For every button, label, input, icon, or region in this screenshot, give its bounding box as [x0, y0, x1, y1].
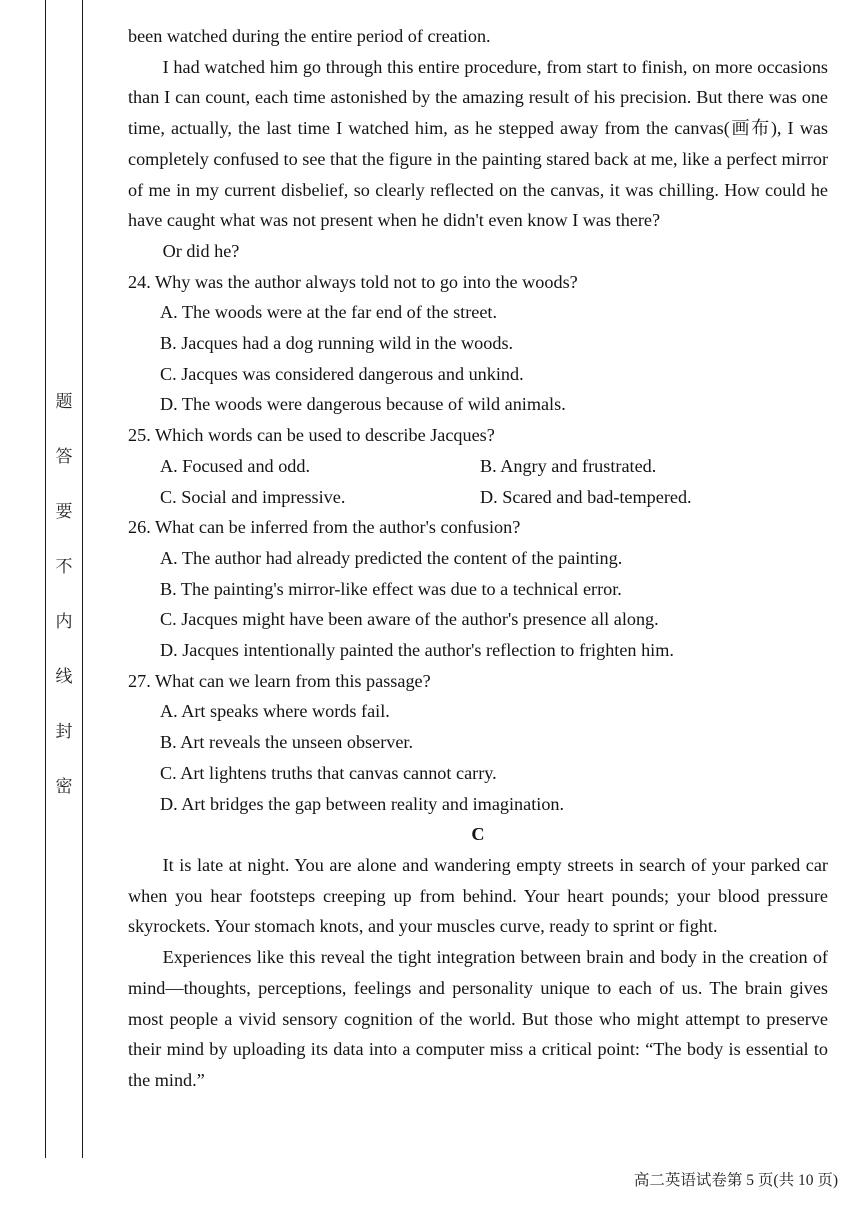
seal-char: 题	[55, 392, 73, 411]
option-a: A. Art speaks where words fail.	[160, 701, 390, 722]
question-stem: 24. Why was the author always told not to go into the woods?	[128, 271, 578, 292]
question-stem: 27. What can we learn from this passage?	[128, 670, 431, 691]
margin-rule-inner	[82, 0, 83, 1158]
option-c: C. Jacques was considered dangerous and unkind.	[160, 363, 524, 384]
seal-char: 内	[55, 612, 73, 631]
question-stem: 25. Which words can be used to describe Jacques?	[128, 425, 495, 446]
option-d: D. Scared and bad-tempered.	[480, 486, 692, 507]
question-26	[128, 512, 828, 666]
option-d: D. Jacques intentionally painted the author's reflection to frighten him.	[160, 640, 674, 661]
question-24	[128, 267, 828, 421]
section-heading: C	[471, 824, 485, 845]
seal-char: 密	[55, 777, 73, 796]
option-b: B. Art reveals the unseen observer.	[160, 732, 414, 753]
option-row	[160, 482, 828, 513]
passage-paragraph: been watched during the entire period of creation.	[128, 26, 491, 46]
passage-paragraph: Experiences like this reveal the tight integration between brain and body in the creation of mind—thoughts, perceptions, feelings and personality unique to each of us. The brain gives most people a vivid sensory cognition of the world. But those who might attempt to preserve their mind by uploading its data into a computer miss a critical point: “The body is essential to the mind.”	[128, 947, 828, 1090]
passage-paragraph: I had watched him go through this entire procedure, from start to finish, on more occasions than I can count, each time astonished by the amazing result of his precision. But there was one time, actually, the last time I watched him, as he stepped away from the canvas(画布), I was completely confused to see that the figure in the painting stared back at me, like a perfect mirror of me in my current disbelief, so clearly reflected on the canvas, it was chilling. How could he have caught what was not present when he didn't even know I was there?	[128, 56, 828, 231]
seal-char: 线	[55, 667, 73, 686]
seal-char: 不	[55, 557, 73, 576]
option-b: B. The painting's mirror-like effect was due to a technical error.	[160, 578, 622, 599]
page-content	[128, 21, 828, 1096]
question-27	[128, 666, 828, 820]
option-a: A. The woods were at the far end of the street.	[160, 302, 498, 323]
option-d: D. The woods were dangerous because of wild animals.	[160, 394, 566, 415]
option-a: A. The author had already predicted the content of the painting.	[160, 547, 623, 568]
question-stem: 26. What can be inferred from the author's confusion?	[128, 517, 521, 538]
seal-char: 封	[55, 722, 73, 741]
option-c: C. Jacques might have been aware of the author's presence all along.	[160, 609, 659, 630]
option-c: C. Social and impressive.	[160, 486, 346, 507]
passage-paragraph: Or did he?	[162, 240, 240, 261]
option-row	[160, 451, 828, 482]
option-a: A. Focused and odd.	[160, 455, 311, 476]
option-d: D. Art bridges the gap between reality and imagination.	[160, 793, 565, 814]
seal-char: 答	[55, 447, 73, 466]
option-b: B. Angry and frustrated.	[480, 455, 657, 476]
page-footer: 高二英语试卷第 5 页(共 10 页)	[633, 1172, 838, 1189]
question-25	[128, 420, 828, 512]
seal-char: 要	[55, 502, 73, 521]
passage-paragraph: It is late at night. You are alone and wandering empty streets in search of your parked car when you hear footsteps creeping up from behind. Your heart pounds; your blood pressure skyrockets. Your stomach knots, and your muscles curve, ready to sprint or fight.	[128, 854, 828, 937]
margin-rule-outer	[45, 0, 46, 1158]
option-c: C. Art lightens truths that canvas cannot carry.	[160, 762, 497, 783]
option-b: B. Jacques had a dog running wild in the woods.	[160, 333, 514, 354]
